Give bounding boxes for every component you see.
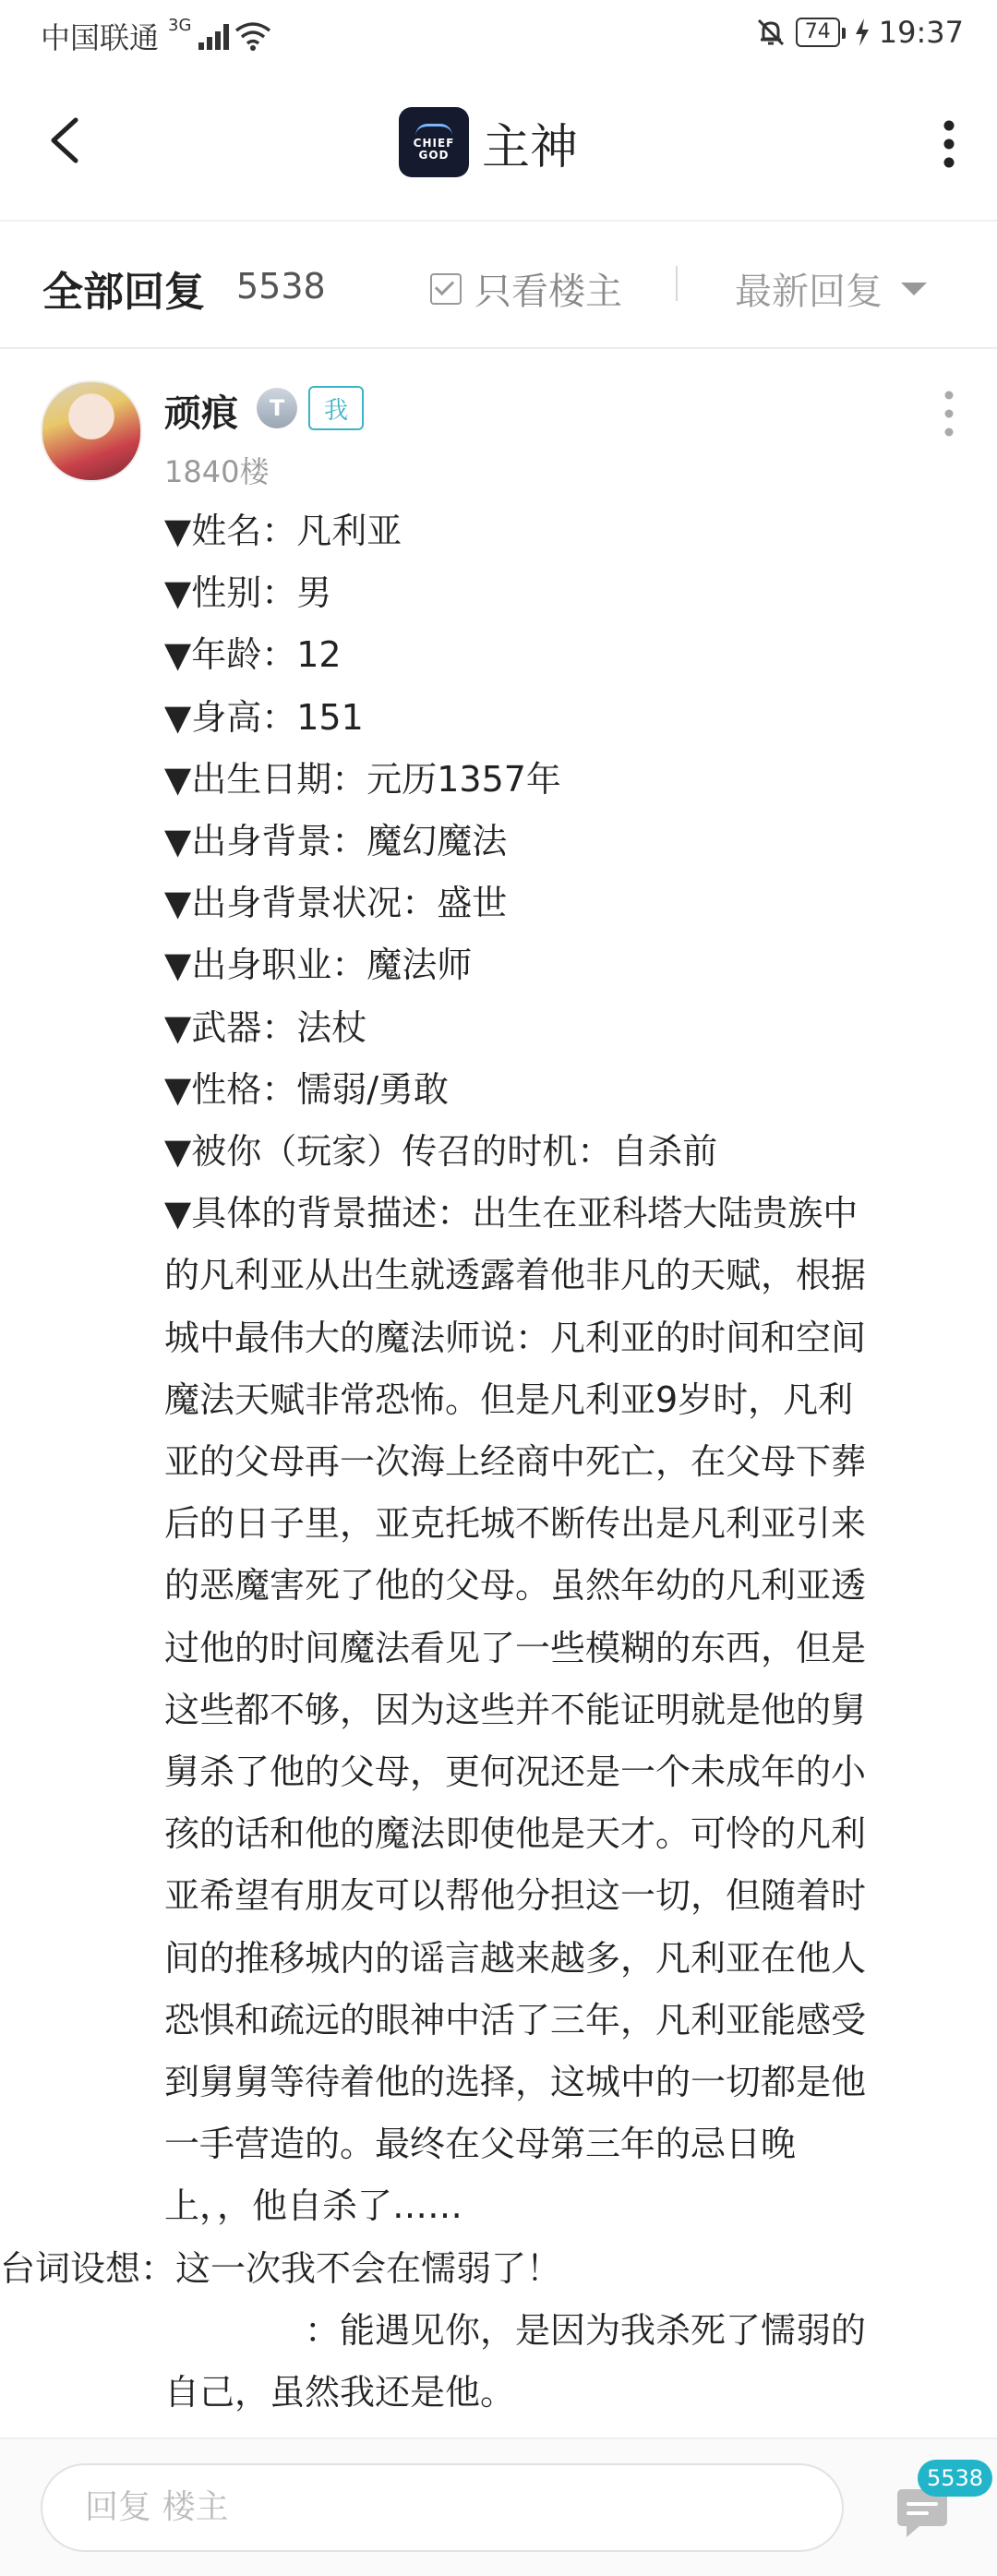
content-line: 的恶魔害死了他的父母。虽然年幼的凡利亚透: [164, 1565, 867, 1607]
content-line: 间的推移城内的谣言越来越多，凡利亚在他人: [164, 1937, 867, 1979]
content-line: ▼出身背景：魔幻魔法: [164, 821, 508, 862]
content-line: 一手营造的。最终在父母第三年的忌日晚: [164, 2124, 797, 2165]
logo-wing-icon: [415, 124, 452, 136]
status-right: [755, 15, 964, 50]
content-line: ▼被你（玩家）传召的时机：自杀前: [164, 1131, 718, 1173]
avatar[interactable]: [41, 380, 142, 482]
content-line: ▼身高：151: [164, 696, 364, 738]
only-op-label: 只看楼主: [474, 271, 622, 313]
reply-count: 5538: [236, 266, 326, 307]
mute-bell-icon: [755, 17, 787, 48]
content-line: ▼姓名：凡利亚: [164, 511, 402, 551]
level-badge: T: [257, 388, 297, 428]
content-line: ：能遇见你，是因为我杀死了懦弱的: [164, 2309, 867, 2351]
content-line: ▼出身背景状况：盛世: [164, 883, 508, 924]
content-line: 这些都不够，因为这些并不能证明就是他的舅: [164, 1689, 867, 1730]
network-type: 3G: [168, 15, 192, 35]
wifi-icon: [234, 21, 271, 51]
content-line: ▼具体的背景描述：出生在亚科塔大陆贵族中: [164, 1193, 859, 1234]
page-title: 主神: [482, 119, 579, 175]
battery-icon: 74: [796, 18, 840, 47]
more-vertical-icon[interactable]: [931, 116, 967, 172]
status-left: [41, 15, 271, 57]
clock: 19:37: [878, 15, 964, 50]
reply-filter-bar: [0, 222, 997, 349]
content-line: 自己，虽然我还是他。: [164, 2372, 516, 2413]
checkbox-icon[interactable]: [430, 273, 462, 305]
content-line: 亚的父母再一次海上经商中死亡，在父母下葬: [164, 1441, 867, 1483]
logo-text: CHIEF GOD: [413, 136, 455, 162]
username[interactable]: 顽痕: [164, 392, 238, 435]
content-line: ▼年龄：12: [164, 634, 342, 676]
carrier-name: 中国联通: [41, 20, 160, 55]
me-badge: 我: [308, 386, 364, 430]
all-replies-title: 全部回复: [42, 269, 205, 316]
content-line: 后的日子里，亚克托城不断传出是凡利亚引来: [164, 1503, 867, 1545]
charging-icon: [855, 18, 870, 46]
content-line: ▼武器：法杖: [164, 1006, 367, 1048]
only-op-toggle[interactable]: [430, 262, 622, 315]
content-line: ▼出生日期：元历1357年: [164, 758, 561, 800]
content-line: 过他的时间魔法看见了一些模糊的东西，但是: [164, 1627, 867, 1668]
content-line: 魔法天赋非常恐怖。但是凡利亚9岁时，凡利: [164, 1378, 854, 1420]
content-line: 舅杀了他的父母，更何况还是一个未成年的小: [164, 1751, 867, 1793]
content-line: ▼出身职业：魔法师: [164, 945, 473, 986]
content-line: ▼性别：男: [164, 572, 332, 614]
content-line: 到舅舅等待着他的选择，这城中的一切都是他: [164, 2062, 867, 2103]
forum-header[interactable]: [399, 107, 578, 177]
signal-icon: [198, 22, 229, 50]
content-line: 上，，他自杀了……: [164, 2185, 463, 2227]
post-content: [0, 500, 958, 2424]
comment-count-badge: 5538: [918, 2460, 992, 2497]
content-line: 台词设想：这一次我不会在懦弱了！: [0, 2247, 562, 2289]
content-line: 恐惧和疏远的眼神中活了三年，凡利亚能感受: [164, 1999, 867, 2040]
nav-bar: [0, 66, 997, 222]
sort-dropdown[interactable]: [735, 262, 927, 315]
filter-divider: [676, 266, 678, 301]
content-line: 的凡利亚从出生就透露着他非凡的天赋，根据: [164, 1255, 867, 1296]
content-line: ▼性格：懦弱/勇敢: [164, 1068, 450, 1110]
content-line: 孩的话和他的魔法即使他是天才。可怜的凡利: [164, 1813, 867, 1855]
content-line: 亚希望有朋友可以帮他分担这一切，但随着时: [164, 1875, 867, 1917]
floor-number: 1840楼: [164, 454, 270, 489]
status-bar: [0, 0, 997, 66]
forum-logo: [399, 107, 469, 177]
sort-label: 最新回复: [735, 271, 883, 313]
reply-input[interactable]: 回复 楼主: [41, 2463, 844, 2552]
caret-down-icon: [901, 283, 927, 295]
post-more-icon[interactable]: [940, 388, 958, 439]
back-arrow-icon[interactable]: [41, 113, 96, 168]
reply-bar: [0, 2438, 997, 2576]
content-line: 城中最伟大的魔法师说：凡利亚的时间和空间: [164, 1317, 867, 1358]
